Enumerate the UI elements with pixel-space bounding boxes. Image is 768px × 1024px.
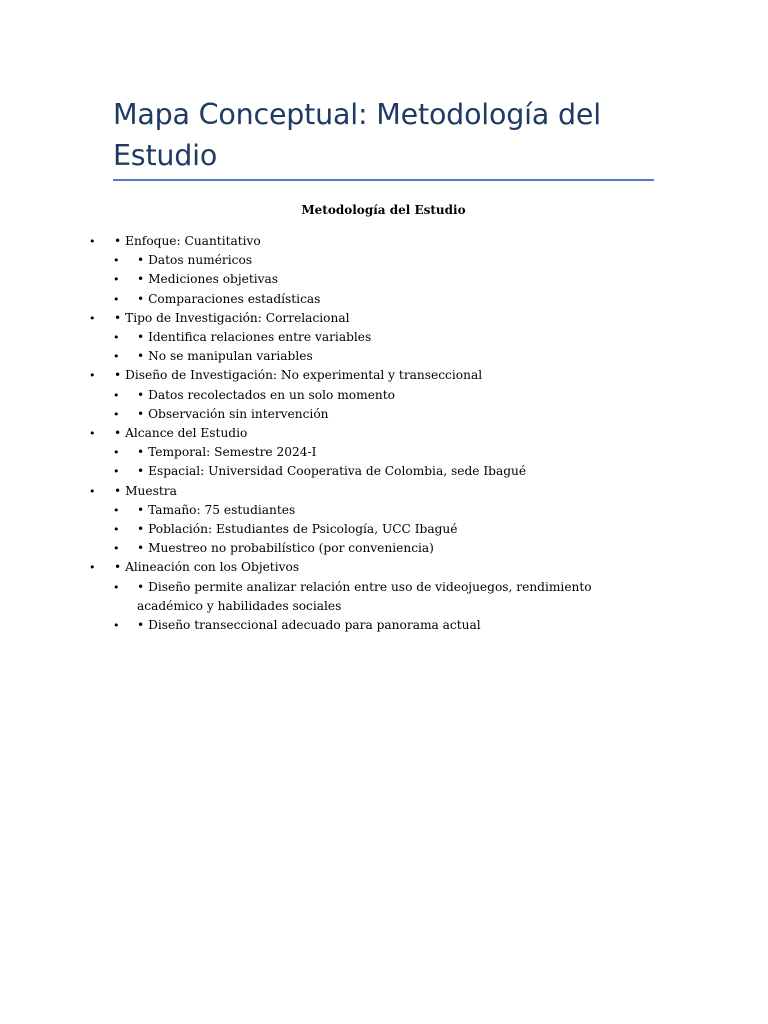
outline-subitem xyxy=(0,386,657,405)
section-label: • Muestra xyxy=(114,483,177,498)
outline-subitem xyxy=(0,443,657,462)
subitem-label: • Tamaño: 75 estudiantes xyxy=(137,502,296,517)
subitem-label: • Diseño transeccional adecuado para panorama actual xyxy=(137,618,481,633)
bullet-icon: • xyxy=(89,369,96,383)
bullet-icon: • xyxy=(113,619,120,633)
outline-section xyxy=(0,232,768,251)
outline-subitem xyxy=(0,501,657,520)
bullet-icon: • xyxy=(89,561,96,575)
bullet-icon: • xyxy=(89,427,96,441)
outline-section xyxy=(0,309,768,328)
subitem-label: • Diseño permite analizar relación entre uso de videojuegos, rendimiento académico y habilidades sociales xyxy=(137,579,592,613)
bullet-icon: • xyxy=(113,254,120,268)
outline-subitem xyxy=(0,539,657,558)
subitem-label: • No se manipulan variables xyxy=(137,349,313,364)
section-label: • Alineación con los Objetivos xyxy=(114,560,300,575)
subitem-label: • Mediciones objetivas xyxy=(137,272,279,287)
subitem-label: • Espacial: Universidad Cooperativa de Colombia, sede Ibagué xyxy=(137,464,527,479)
outline-section xyxy=(0,482,768,501)
bullet-icon: • xyxy=(113,580,120,594)
section-label: • Diseño de Investigación: No experimental y transeccional xyxy=(114,368,483,383)
bullet-icon: • xyxy=(113,292,120,306)
bullet-icon: • xyxy=(113,331,120,345)
bullet-icon: • xyxy=(113,350,120,364)
bullet-icon: • xyxy=(113,542,120,556)
outline-subitem xyxy=(0,251,657,270)
outline-subitem xyxy=(0,616,657,635)
subitem-label: • Datos recolectados en un solo momento xyxy=(137,387,395,402)
page-title: Mapa Conceptual: Metodología del Estudio xyxy=(113,98,601,172)
outline-subitem xyxy=(0,328,657,347)
bullet-icon: • xyxy=(89,235,96,248)
outline-subitem xyxy=(0,578,657,616)
outline-subitem xyxy=(0,290,657,309)
outline-section xyxy=(0,424,768,443)
outline-subitem xyxy=(0,270,657,289)
bullet-icon: • xyxy=(113,465,120,479)
outline-section xyxy=(0,366,768,385)
section-label: • Enfoque: Cuantitativo xyxy=(114,234,261,248)
bullet-icon: • xyxy=(89,484,96,498)
methodology-outline xyxy=(0,232,768,635)
bullet-icon: • xyxy=(113,273,120,287)
title-divider xyxy=(113,179,654,181)
subitem-label: • Observación sin intervención xyxy=(137,406,329,421)
bullet-icon: • xyxy=(113,503,120,517)
outline-subitem xyxy=(0,462,657,481)
subitem-label: • Comparaciones estadísticas xyxy=(137,291,321,306)
concept-map-heading: Metodología del Estudio xyxy=(301,203,466,217)
bullet-icon: • xyxy=(113,388,120,402)
section-label: • Alcance del Estudio xyxy=(114,426,248,441)
subitem-label: • Muestreo no probabilístico (por conveniencia) xyxy=(137,541,434,556)
outline-subitem xyxy=(0,347,657,366)
subitem-label: • Temporal: Semestre 2024-I xyxy=(137,445,317,460)
subitem-label: • Datos numéricos xyxy=(137,253,253,268)
outline-subitem xyxy=(0,520,657,539)
outline-subitem xyxy=(0,405,657,424)
bullet-icon: • xyxy=(113,407,120,421)
section-label: • Tipo de Investigación: Correlacional xyxy=(114,310,350,325)
outline-section xyxy=(0,558,768,577)
bullet-icon: • xyxy=(113,446,120,460)
bullet-icon: • xyxy=(89,311,96,325)
subitem-label: • Población: Estudiantes de Psicología, UCC Ibagué xyxy=(137,522,458,537)
bullet-icon: • xyxy=(113,523,120,537)
subitem-label: • Identifica relaciones entre variables xyxy=(137,330,372,345)
